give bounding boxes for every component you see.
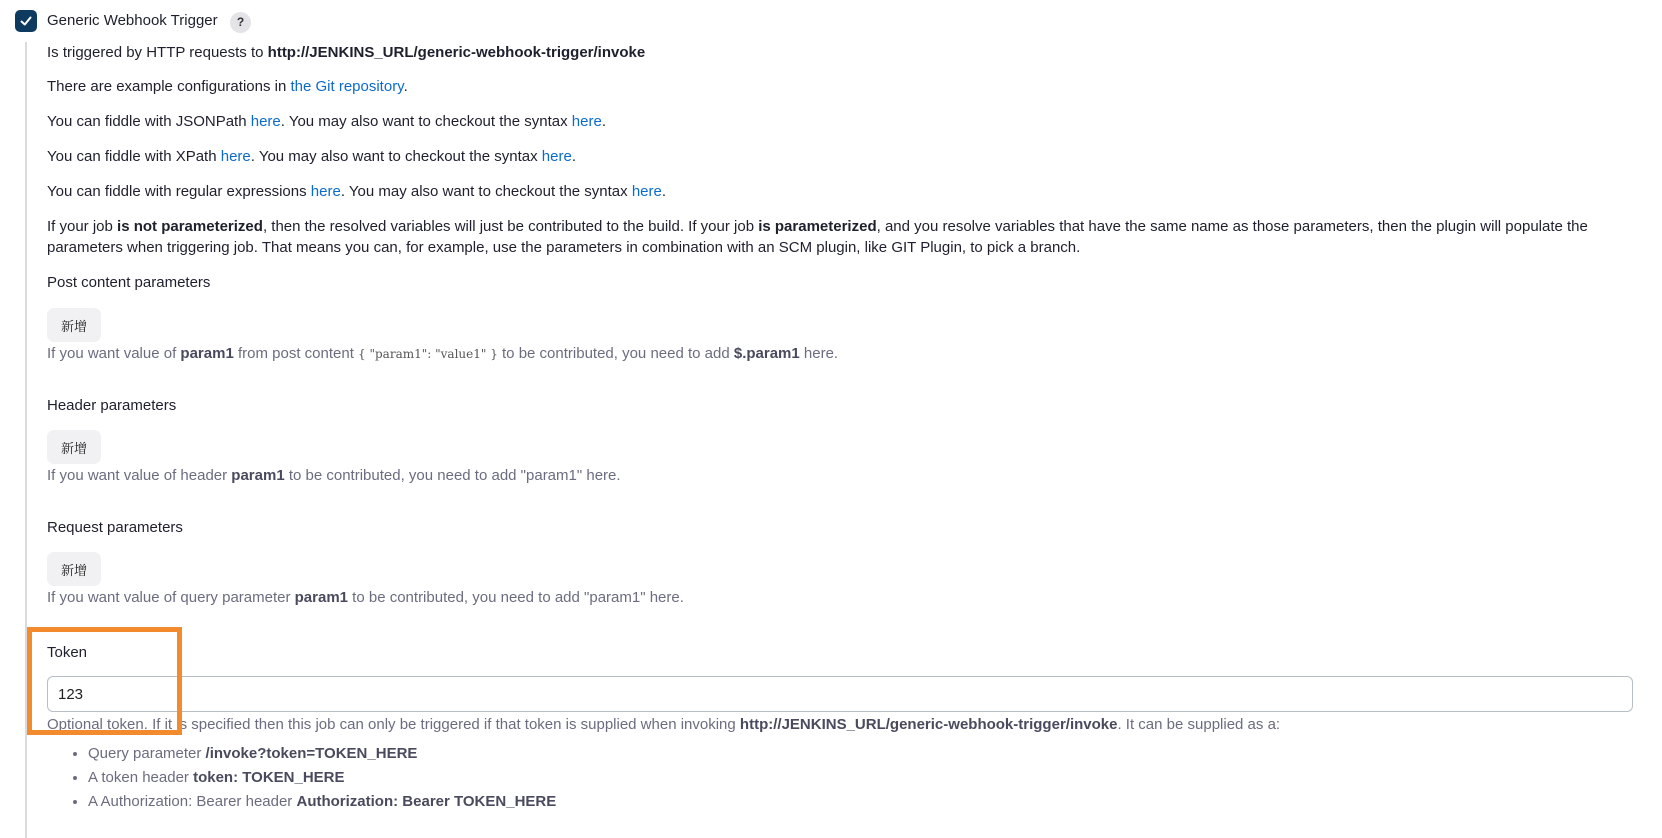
trigger-title: Generic Webhook Trigger (47, 12, 218, 29)
post-content-help: If you want value of param1 from post content { "param1": "value1" } to be contributed, you need to add $.param1 here. (47, 345, 839, 362)
section-divider (25, 42, 27, 838)
request-parameters-help: If you want value of query parameter param1 to be contributed, you need to add "param1" here. (47, 589, 684, 606)
token-supply-options (68, 744, 556, 816)
token-label: Token (47, 644, 88, 661)
request-parameters-label: Request parameters (47, 519, 183, 536)
jsonpath-text: You can fiddle with JSONPath here. You may also want to checkout the syntax here. (47, 113, 606, 130)
list-item: • A Authorization: Bearer header Authorization: Bearer TOKEN_HERE (88, 792, 556, 811)
parameterized-info-line2: parameters when triggering job. That means you can, for example, use the parameters in combination with an SCM plugin, like GIT Plugin, to pick a branch. (47, 239, 1081, 256)
list-item: • A token header token: TOKEN_HERE (88, 768, 556, 787)
regex-text: You can fiddle with regular expressions here. You may also want to checkout the syntax here. (47, 183, 667, 200)
add-header-parameter-button[interactable]: 新增 (47, 430, 101, 464)
add-request-parameter-button[interactable]: 新增 (47, 552, 101, 586)
token-help: Optional token. If it is specified then this job can only be triggered if that token is supplied when invoking http://JENKINS_URL/generic-webhook-trigger/invoke. It can be supplied as a: (47, 716, 1281, 733)
parameterized-info-line1: If your job is not parameterized, then the resolved variables will just be contributed to the build. If your job is parameterized, and you resolve variables that have the same name as those parameters, then the plugin will populate the (47, 218, 1588, 235)
list-item: • Query parameter /invoke?token=TOKEN_HERE (88, 744, 556, 763)
examples-text: There are example configurations in the Git repository. (47, 78, 408, 95)
header-parameters-help: If you want value of header param1 to be contributed, you need to add "param1" here. (47, 467, 621, 484)
trigger-url-description: Is triggered by HTTP requests to http://JENKINS_URL/generic-webhook-trigger/invoke (47, 44, 646, 61)
regex-fiddle-link[interactable]: here (310, 183, 341, 200)
xpath-fiddle-link[interactable]: here (220, 148, 251, 165)
git-repository-link[interactable]: the Git repository (290, 78, 404, 95)
token-input[interactable] (47, 676, 1633, 712)
header-parameters-label: Header parameters (47, 397, 177, 414)
jsonpath-syntax-link[interactable]: here (571, 113, 602, 130)
jsonpath-fiddle-link[interactable]: here (250, 113, 281, 130)
xpath-text: You can fiddle with XPath here. You may also want to checkout the syntax here. (47, 148, 576, 165)
xpath-syntax-link[interactable]: here (541, 148, 572, 165)
generic-webhook-trigger-checkbox[interactable] (15, 10, 37, 32)
help-icon[interactable]: ? (230, 12, 251, 33)
add-post-content-parameter-button[interactable]: 新增 (47, 308, 101, 342)
regex-syntax-link[interactable]: here (631, 183, 662, 200)
post-content-parameters-label: Post content parameters (47, 274, 211, 291)
check-icon (19, 14, 33, 28)
